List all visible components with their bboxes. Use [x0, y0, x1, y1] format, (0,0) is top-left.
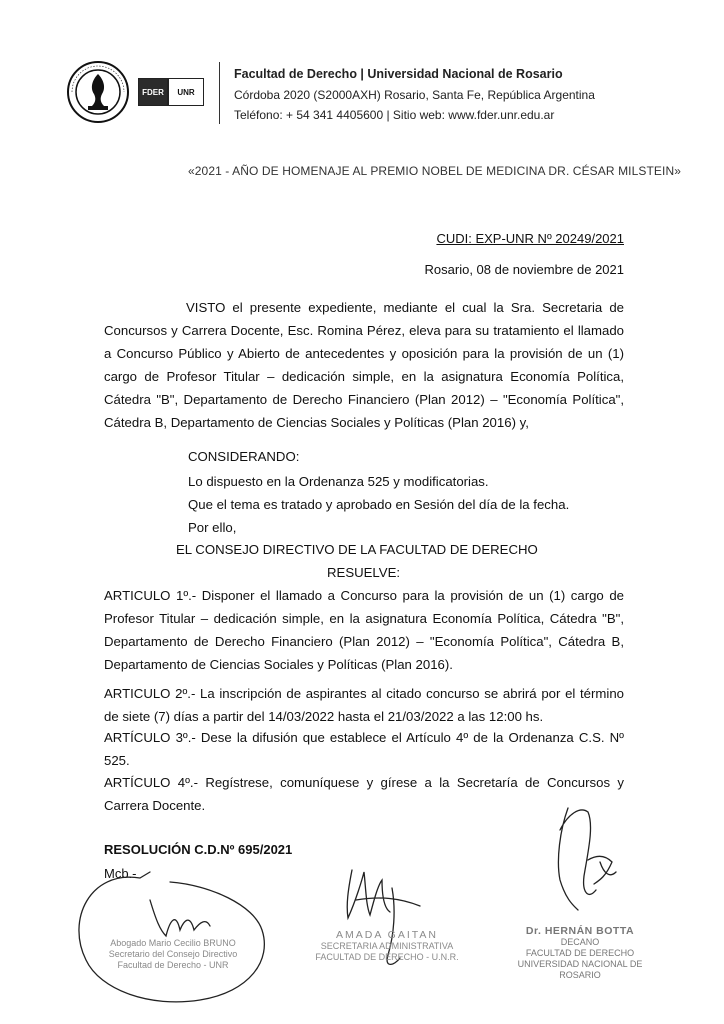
articulo-4: ARTÍCULO 4º.- Regístrese, comuníquese y gírese a la Secretaría de Concursos y Carrera Docente.: [104, 775, 624, 813]
unr-logo: UNR: [168, 78, 204, 106]
visto-paragraph: VISTO el presente expediente, mediante el cual la Sra. Secretaria de Concursos y Carrera Docente, Esc. Romina Pérez, eleva para su tratamiento el llamado a Concurso Público y Abierto de antecedentes y oposición para la provisión de un (1) cargo de Profesor Titular – dedicación simple, en la asignatura Economía Política, Cátedra "B", Departamento de Derecho Financiero (Plan 2012) – "Economía Política", Cátedra B, Departamento de Ciencias Sociales y Políticas (Plan 2016) y,: [104, 300, 624, 430]
stamp-bruno-name: Abogado Mario Cecilio BRUNO: [110, 938, 236, 948]
stamp-botta: [500, 926, 660, 981]
considerando-line-2: Que el tema es tratado y aprobado en Sesión del día de la fecha.: [188, 497, 570, 512]
articulo-2: ARTICULO 2º.- La inscripción de aspirantes al citado concurso se abrirá por el término de siete (7) días a partir del 14/03/2022 hasta el 21/03/2022 a las 12:00 hs.: [104, 686, 624, 724]
articulo-3: ARTÍCULO 3º.- Dese la difusión que establece el Artículo 4º de la Ordenanza C.S. Nº 525.: [104, 730, 624, 768]
consejo-heading: EL CONSEJO DIRECTIVO DE LA FACULTAD DE DERECHO: [176, 542, 538, 557]
stamp-gaitan-role: SECRETARIA ADMINISTRATIVA: [320, 941, 454, 951]
stamp-gaitan-name: AMADA GAITAN: [336, 929, 438, 941]
stamp-botta-org2: UNIVERSIDAD NACIONAL DE ROSARIO: [517, 959, 643, 980]
stamp-bruno-role: Secretario del Consejo Directivo: [108, 949, 238, 959]
document-date: Rosario, 08 de noviembre de 2021: [424, 262, 624, 277]
header-divider: [219, 62, 220, 124]
articulo-1: ARTICULO 1º.- Disponer el llamado a Concurso para la provisión de un (1) cargo de Profesor Titular – dedicación simple, en la asignatura Economía Política, Cátedra "B", Departamento de Derecho Financiero (Plan 2012) – "Economía Política", Cátedra B, Departamento de Ciencias Sociales y Políticas (Plan 2016).: [104, 588, 624, 672]
stamp-botta-org: FACULTAD DE DERECHO: [525, 948, 635, 958]
year-motto: «2021 - AÑO DE HOMENAJE AL PREMIO NOBEL DE MEDICINA DR. CÉSAR MILSTEIN»: [188, 164, 682, 178]
initials: Mcb.-: [104, 866, 137, 881]
stamp-bruno: [98, 938, 248, 971]
considerando-line-3: Por ello,: [188, 520, 237, 535]
stamp-bruno-org: Facultad de Derecho - UNR: [117, 960, 229, 970]
cudi-reference: CUDI: EXP-UNR Nº 20249/2021: [436, 231, 624, 246]
stamp-botta-role: DECANO: [560, 937, 600, 947]
header-contact: Teléfono: + 54 341 4405600 | Sitio web: www.fder.unr.edu.ar: [234, 108, 555, 122]
considerando-heading: CONSIDERANDO:: [188, 449, 300, 464]
fder-logo: FDER: [138, 78, 168, 106]
university-seal-logo: [66, 60, 130, 124]
header-address: Córdoba 2020 (S2000AXH) Rosario, Santa Fe, República Argentina: [234, 88, 595, 102]
resolution-number: RESOLUCIÓN C.D.Nº 695/2021: [104, 842, 293, 857]
signature-botta: [558, 808, 616, 910]
header-title: Facultad de Derecho | Universidad Nacional de Rosario: [234, 67, 563, 81]
stamp-gaitan-org: FACULTAD DE DERECHO - U.N.R.: [315, 952, 459, 962]
considerando-line-1: Lo dispuesto en la Ordenanza 525 y modificatorias.: [188, 474, 489, 489]
signature-bruno: [79, 872, 264, 1002]
stamp-botta-name: Dr. HERNÁN BOTTA: [525, 925, 635, 937]
resuelve-heading: RESUELVE:: [327, 565, 401, 580]
stamp-gaitan: [312, 930, 462, 963]
